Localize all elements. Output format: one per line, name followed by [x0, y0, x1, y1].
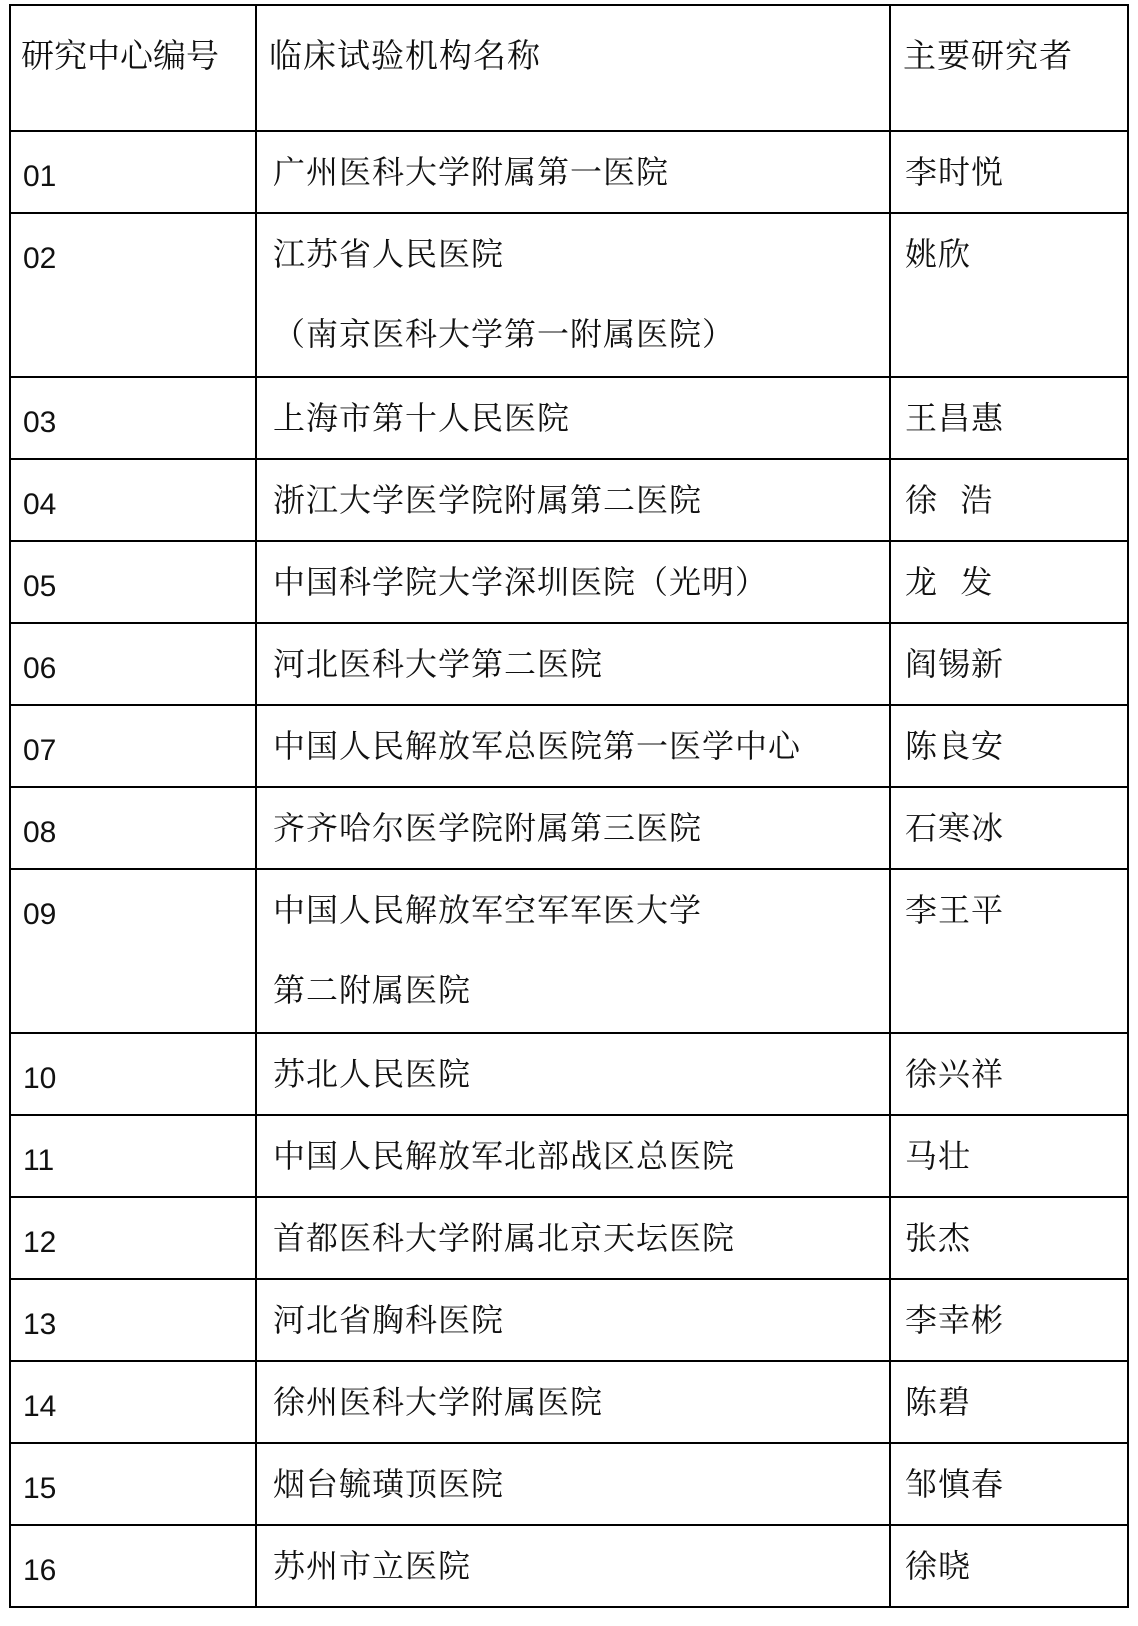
table-row [10, 705, 1128, 787]
investigator-name: 徐 浩 [905, 481, 994, 519]
table-row [10, 1525, 1128, 1607]
site-id: 10 [23, 1062, 57, 1095]
site-id: 07 [23, 734, 57, 767]
investigator-name: 石寒冰 [905, 809, 1005, 847]
table-row [10, 787, 1128, 869]
institution-name-line: 广州医科大学附属第一医院 [273, 153, 670, 191]
investigator-name: 李王平 [905, 891, 1005, 929]
site-id-cell [10, 705, 256, 787]
institution-name-line: 烟台毓璜顶医院 [273, 1465, 505, 1503]
institution-name-line: 河北医科大学第二医院 [273, 645, 604, 683]
institution-name-line: 河北省胸科医院 [273, 1301, 505, 1339]
table-row [10, 623, 1128, 705]
site-id: 05 [23, 570, 57, 603]
investigator-name: 陈碧 [905, 1383, 972, 1421]
institution-name-line: 苏州市立医院 [273, 1547, 472, 1585]
table-row [10, 869, 1128, 1033]
table-row [10, 1115, 1128, 1197]
institution-name-line: 中国人民解放军空军军医大学 [273, 891, 703, 929]
site-id-cell [10, 1443, 256, 1525]
investigator-cell [890, 869, 1128, 1033]
institution-cell [256, 1525, 890, 1607]
research-sites-table [9, 4, 1129, 1608]
institution-name-line: 浙江大学医学院附属第二医院 [273, 481, 703, 519]
institution-name-line: （南京医科大学第一附属医院） [273, 315, 736, 353]
investigator-name: 阎锡新 [905, 645, 1005, 683]
site-id: 04 [23, 488, 57, 521]
site-id-cell [10, 213, 256, 377]
institution-name-line: 江苏省人民医院 [273, 235, 505, 273]
site-id-cell [10, 541, 256, 623]
institution-name-line: 首都医科大学附属北京天坛医院 [273, 1219, 736, 1257]
table-row [10, 541, 1128, 623]
header-id-label: 研究中心编号 [21, 36, 219, 75]
site-id: 12 [23, 1226, 57, 1259]
site-id: 09 [23, 898, 57, 931]
table-row [10, 1197, 1128, 1279]
institution-name-line: 中国科学院大学深圳医院（光明） [273, 563, 769, 601]
investigator-cell [890, 213, 1128, 377]
investigator-name: 龙 发 [905, 563, 994, 601]
site-id-cell [10, 1361, 256, 1443]
header-institution-label: 临床试验机构名称 [269, 36, 541, 75]
site-id-cell [10, 1279, 256, 1361]
site-id: 06 [23, 652, 57, 685]
site-id: 08 [23, 816, 57, 849]
table-row [10, 131, 1128, 213]
institution-name-line: 徐州医科大学附属医院 [273, 1383, 604, 1421]
site-id-cell [10, 459, 256, 541]
site-id: 01 [23, 160, 57, 193]
table-row [10, 459, 1128, 541]
header-investigator-label: 主要研究者 [903, 36, 1073, 75]
site-id: 14 [23, 1390, 57, 1423]
site-id: 13 [23, 1308, 57, 1341]
table-row [10, 213, 1128, 377]
site-id-cell [10, 1197, 256, 1279]
investigator-name: 李幸彬 [905, 1301, 1005, 1339]
investigator-name: 邹慎春 [905, 1465, 1005, 1503]
site-id-cell [10, 1525, 256, 1607]
investigator-name: 王昌惠 [905, 399, 1005, 437]
institution-name-line: 第二附属医院 [273, 971, 472, 1009]
investigator-name: 徐晓 [905, 1547, 972, 1585]
investigator-name: 徐兴祥 [905, 1055, 1005, 1093]
investigator-name: 马壮 [905, 1137, 972, 1175]
site-id-cell [10, 1115, 256, 1197]
site-id-cell [10, 377, 256, 459]
institution-cell [256, 213, 890, 377]
site-id-cell [10, 787, 256, 869]
investigator-cell [890, 1525, 1128, 1607]
investigator-name: 姚欣 [905, 235, 972, 273]
institution-name-line: 齐齐哈尔医学院附属第三医院 [273, 809, 703, 847]
table-row [10, 1361, 1128, 1443]
institution-name-line: 上海市第十人民医院 [273, 399, 571, 437]
institution-name-line: 苏北人民医院 [273, 1055, 472, 1093]
site-id: 03 [23, 406, 57, 439]
institution-name-line: 中国人民解放军北部战区总医院 [273, 1137, 736, 1175]
header-cell-id [10, 5, 256, 131]
institution-cell [256, 869, 890, 1033]
investigator-name: 陈良安 [905, 727, 1005, 765]
table-body [10, 5, 1128, 1607]
institution-name-line: 中国人民解放军总医院第一医学中心 [273, 727, 802, 765]
site-id: 11 [23, 1144, 55, 1177]
site-id-cell [10, 1033, 256, 1115]
institution-cell [256, 705, 890, 787]
table-row [10, 377, 1128, 459]
site-id-cell [10, 131, 256, 213]
site-id: 02 [23, 242, 57, 275]
site-id-cell [10, 623, 256, 705]
site-id: 16 [23, 1554, 57, 1587]
investigator-name: 李时悦 [905, 153, 1005, 191]
investigator-name: 张杰 [905, 1219, 972, 1257]
site-id-cell [10, 869, 256, 1033]
site-id: 15 [23, 1472, 57, 1505]
